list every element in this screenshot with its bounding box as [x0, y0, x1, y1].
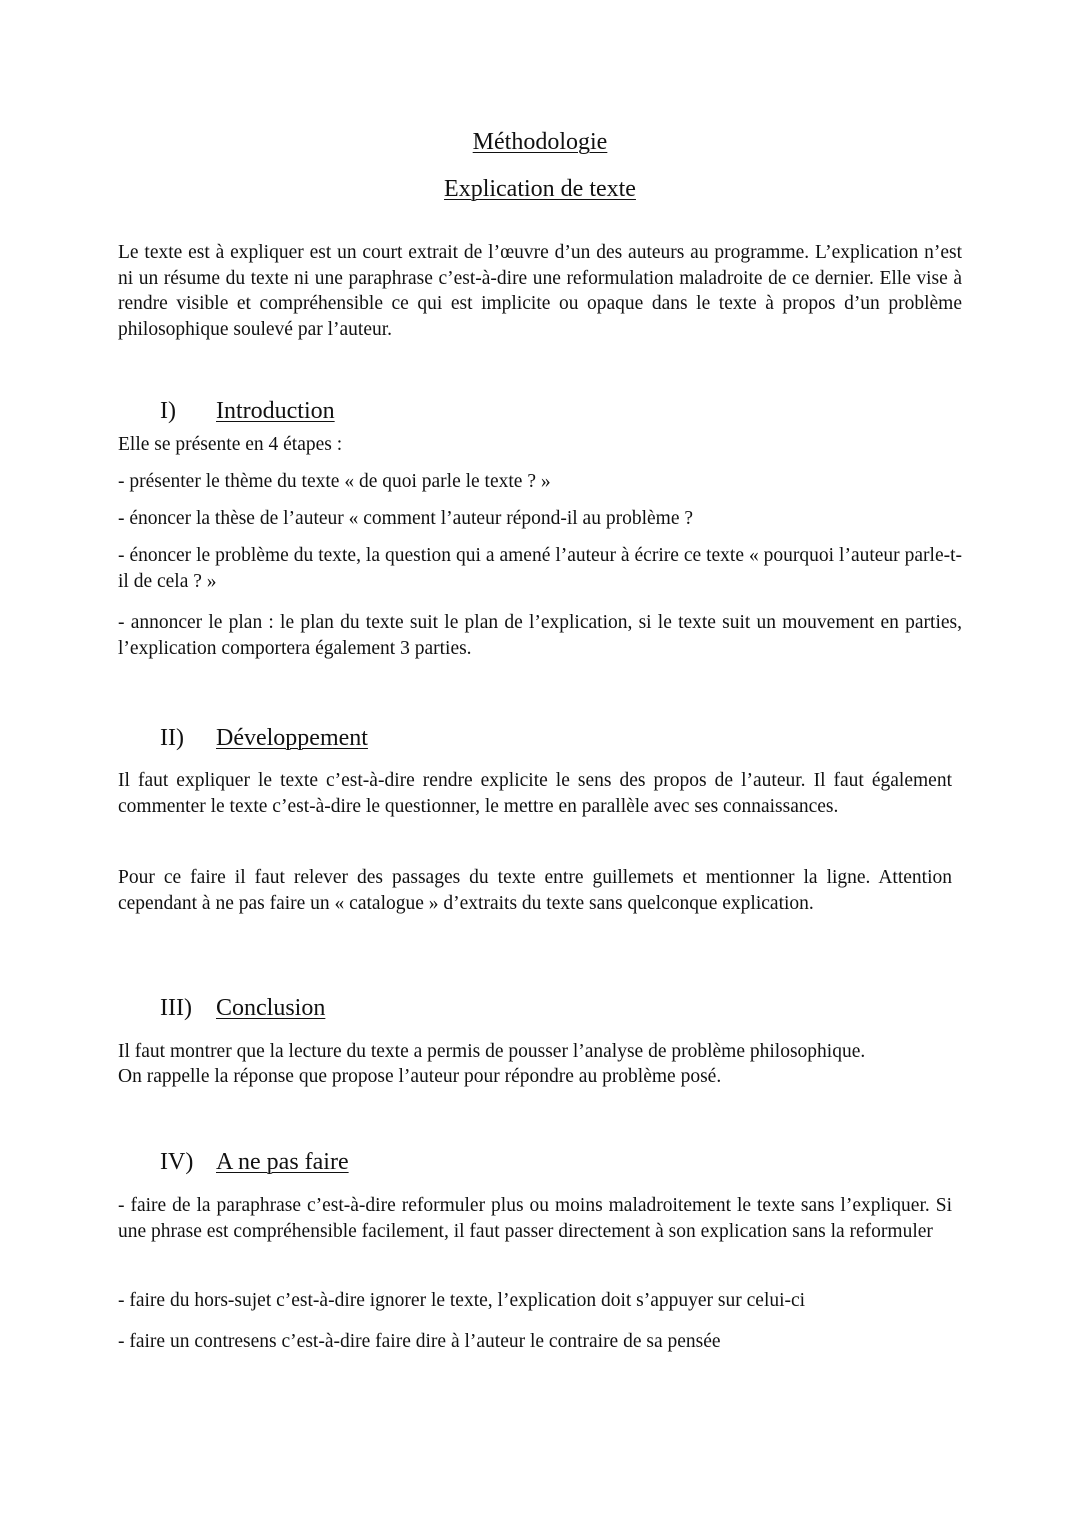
section-title: Développement	[216, 725, 368, 751]
section-number: III)	[160, 995, 192, 1021]
list-item: - annoncer le plan : le plan du texte suit le plan de l’explication, si le texte suit un mouvement en parties, l’explication comportera également 3 parties.	[118, 612, 962, 659]
section-heading-developpement	[160, 723, 368, 753]
list-item: - faire un contresens c’est-à-dire faire dire à l’auteur le contraire de sa pensée	[118, 1331, 721, 1352]
document-title: Méthodologie	[472, 129, 608, 155]
section-number: II)	[160, 725, 184, 751]
section-title: Conclusion	[216, 995, 326, 1021]
section-title: Introduction	[216, 398, 335, 424]
list-item: - présenter le thème du texte « de quoi parle le texte ? »	[118, 471, 551, 492]
section-heading-conclusion	[160, 993, 325, 1023]
section-title: A ne pas faire	[216, 1149, 349, 1175]
conclusion-line: Il faut montrer que la lecture du texte a permis de pousser l’analyse de problème philosophique.	[118, 1041, 866, 1062]
developpement-paragraph: Pour ce faire il faut relever des passages du texte entre guillemets et mentionner la ligne. Attention cependant à ne pas faire un « catalogue » d’extraits du texte sans quelconque explication.	[118, 867, 952, 914]
list-item: - énoncer le problème du texte, la question qui a amené l’auteur à écrire ce texte « pourquoi l’auteur parle-t-il de cela ? »	[118, 545, 962, 592]
developpement-paragraph: Il faut expliquer le texte c’est-à-dire rendre explicite le sens des propos de l’auteur. Il faut également commenter le texte c’est-à-dire le questionner, le mettre en parallèle avec ses connaissances.	[118, 770, 952, 817]
conclusion-line: On rappelle la réponse que propose l’auteur pour répondre au problème posé.	[118, 1066, 722, 1087]
section-heading-a-ne-pas-faire	[160, 1147, 349, 1177]
list-item: - faire de la paraphrase c’est-à-dire reformuler plus ou moins maladroitement le texte sans l’expliquer. Si une phrase est compréhensible facilement, il faut passer directement à son explication sans la reformuler	[118, 1195, 952, 1242]
section-heading-introduction	[160, 396, 335, 426]
document-subtitle: Explication de texte	[444, 176, 636, 202]
list-item: - énoncer la thèse de l’auteur « comment l’auteur répond-il au problème ?	[118, 508, 694, 529]
intro-paragraph: Le texte est à expliquer est un court extrait de l’œuvre d’un des auteurs au programme. L’explication n’est ni un résume du texte ni une paraphrase c’est-à-dire une reformulation maladroite de ce dernier. Elle vise à rendre visible et compréhensible ce qui est implicite ou opaque dans le texte à propos d’un problème philosophique soulevé par l’auteur.	[118, 242, 962, 340]
section-number: IV)	[160, 1149, 194, 1175]
list-item: - faire du hors-sujet c’est-à-dire ignorer le texte, l’explication doit s’appuyer sur celui-ci	[118, 1290, 806, 1311]
introduction-lead: Elle se présente en 4 étapes :	[118, 434, 343, 455]
section-number: I)	[160, 398, 176, 424]
